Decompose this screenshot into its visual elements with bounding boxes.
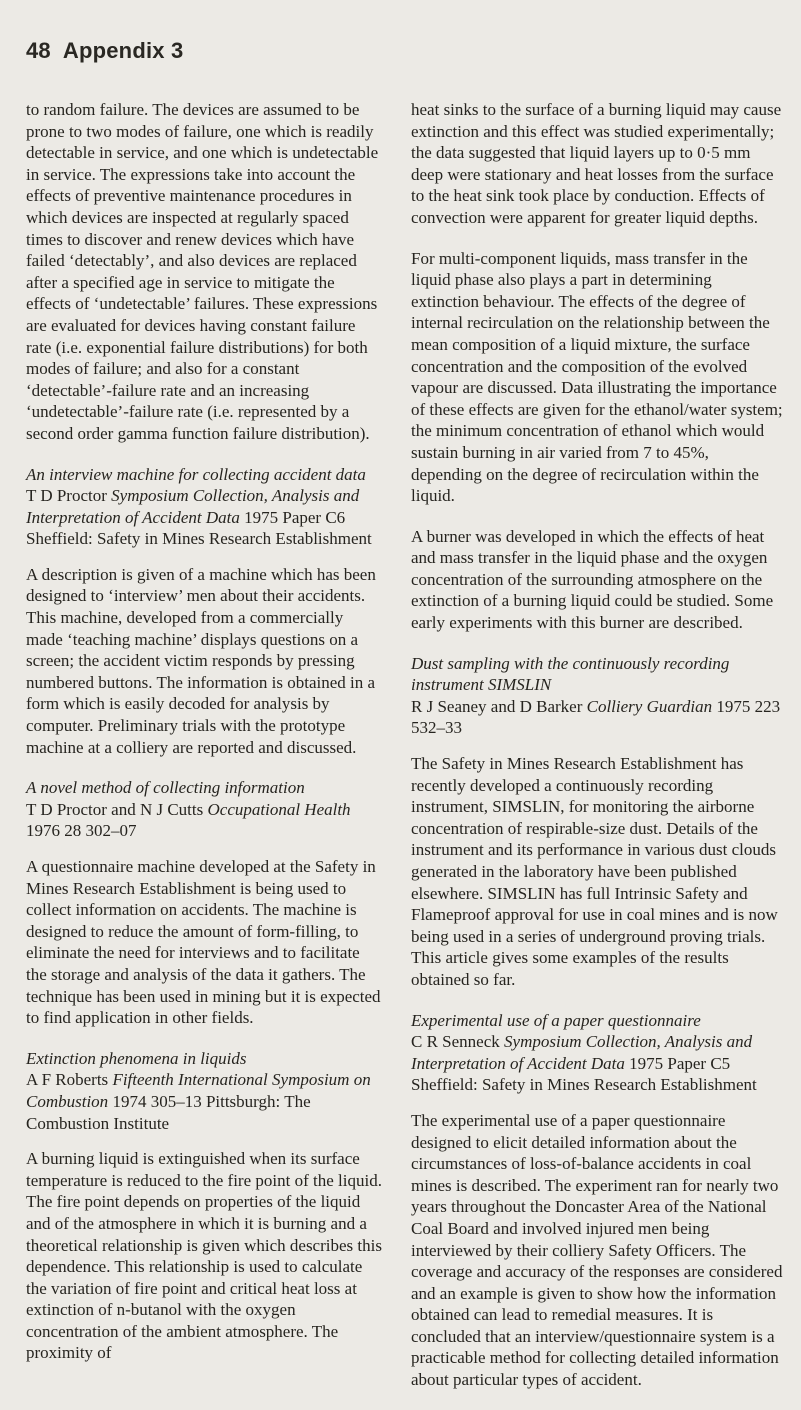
page-header	[26, 38, 183, 64]
entry-citation	[411, 1031, 783, 1096]
citation-series: Symposium Collection, Analysis and Interpretation of Accident Data	[411, 1032, 753, 1073]
entry-citation	[26, 799, 382, 842]
citation-details: 1975 223 532–33	[411, 696, 781, 738]
citation-details: 1975 Paper C5 Sheffield: Safety in Mines Research Establishment	[411, 1053, 757, 1095]
entry-abstract: A description is given of a machine which has been designed to ‘interview’ men about their accidents. This machine, developed from a commercially made ‘teaching machine’ displays questions on a screen; the accident victim responds by pressing numbered buttons. The information is obtained in a form which is easily decoded for analysis by computer. Preliminary trials with the prototype machine at a colliery are reported and discussed.	[26, 564, 376, 757]
citation-authors: T D Proctor	[26, 486, 112, 506]
entry-title: Extinction phenomena in liquids	[26, 1048, 247, 1068]
continued-paragraph: to random failure. The devices are assumed to be prone to two modes of failure, one which is readily detectable in service, and one which is undetectable in service. The expressions take into account the effects of preventive maintenance procedures in which devices are inspected at regularly spaced times to discover and renew devices which have failed ‘detectably’, and also devices are replaced after a specified age in service to mitigate the effects of ‘undetectable’ failures. These expressions are evaluated for devices having constant failure rate (i.e. exponential failure distributions) for both modes of failure; and also for a constant ‘detectable’-failure rate and an increasing ‘undetectable’-failure rate (i.e. represented by a second order gamma function failure distribution).	[26, 100, 379, 443]
citation-details: 1974 305–13 Pittsburgh: The Combustion Institute	[26, 1091, 311, 1133]
left-column	[26, 99, 382, 1383]
abstract-entry	[411, 1010, 783, 1096]
citation-authors: R J Seaney and D Barker	[411, 696, 587, 716]
entry-abstract: A burning liquid is extinguished when its surface temperature is reduced to the fire point of the liquid. The fire point depends on properties of the liquid and of the atmosphere in which it is burning and a theoretical relationship is given which describes this dependence. This relationship is used to calculate the variation of fire point and critical heat loss at extinction of n-butanol with the oxygen concentration of the ambient atmosphere. The proximity of	[26, 1149, 382, 1363]
abstract-entry	[26, 1048, 382, 1134]
citation-series: Fifteenth International Symposium on Combustion	[26, 1070, 371, 1111]
citation-authors: C R Senneck	[411, 1032, 505, 1052]
right-column	[411, 99, 783, 1410]
section-title: Appendix 3	[62, 38, 184, 63]
entry-abstract: A questionnaire machine developed at the Safety in Mines Research Establishment is being used to collect information on accidents. The machine is designed to reduce the amount of form-filling, to eliminate the need for interviews and to facilitate the storage and analysis of the data it gathers. The technique has been used in mining but it is expected to find application in other fields.	[26, 857, 381, 1028]
entry-citation	[26, 485, 382, 550]
citation-series: Symposium Collection, Analysis and Interpretation of Accident Data	[26, 486, 360, 527]
body-paragraph: A burner was developed in which the effects of heat and mass transfer in the liquid phase and the oxygen concentration of the surrounding atmosphere on the extinction of a burning liquid could be studied. Some early experiments with this burner are described.	[411, 526, 774, 633]
entry-title: Experimental use of a paper questionnaire	[411, 1010, 701, 1030]
entry-title: An interview machine for collecting accident data	[26, 464, 366, 484]
citation-details: 1976 28 302–07	[26, 821, 137, 841]
entry-title: Dust sampling with the continuously recording instrument SIMSLIN	[411, 653, 730, 695]
abstract-entry	[26, 464, 382, 550]
abstract-entry	[411, 653, 783, 739]
entry-abstract: The experimental use of a paper questionnaire designed to elicit detailed information about the circumstances of loss-of-balance accidents in coal mines is described. The experiment ran for nearly two years throughout the Doncaster Area of the National Coal Board and involved injured men being interviewed by their colliery Safety Officers. The coverage and accuracy of the responses are considered and an example is given to show how the information obtained can lead to remedial measures. It is concluded that an interview/questionnaire system is a practicable method for collecting detailed information about particular types of accident.	[411, 1110, 783, 1390]
page-number: 48	[26, 38, 51, 63]
entry-citation	[411, 696, 783, 739]
entry-abstract: The Safety in Mines Research Establishment has recently developed a continuously recording instrument, SIMSLIN, for monitoring the airborne concentration of respirable-size dust. Details of the instrument and its performance in various dust clouds generated in the laboratory have been published elsewhere. SIMSLIN has full Intrinsic Safety and Flameproof approval for use in coal mines and is now being used in a series of underground proving trials. This article gives some examples of the results obtained so far.	[411, 754, 778, 989]
entry-citation	[26, 1069, 382, 1134]
body-paragraph: For multi-component liquids, mass transfer in the liquid phase also plays a part in determining extinction behaviour. The effects of the degree of internal recirculation on the relationship between the mean composition of a liquid mixture, the surface concentration and the composition of the evolved vapour are discussed. Data illustrating the importance of these effects are given for the ethanol/water system; the minimum concentration of ethanol which would sustain burning in air varied from 7 to 45%, depending on the degree of recirculation within the liquid.	[411, 248, 783, 506]
citation-series: Occupational Health	[207, 799, 351, 819]
continued-paragraph: heat sinks to the surface of a burning liquid may cause extinction and this effect was studied experimentally; the data suggested that liquid layers up to 0·5 mm deep were stationary and heat losses from the surface to the heat sink took place by conduction. Effects of convection were apparent for greater liquid depths.	[411, 100, 782, 227]
entry-title: A novel method of collecting information	[26, 778, 305, 798]
citation-authors: A F Roberts	[26, 1070, 113, 1090]
citation-details: 1975 Paper C6 Sheffield: Safety in Mines Research Establishment	[26, 507, 372, 549]
abstract-entry	[26, 777, 382, 842]
citation-series: Colliery Guardian	[586, 696, 713, 716]
citation-authors: T D Proctor and N J Cutts	[26, 799, 208, 819]
